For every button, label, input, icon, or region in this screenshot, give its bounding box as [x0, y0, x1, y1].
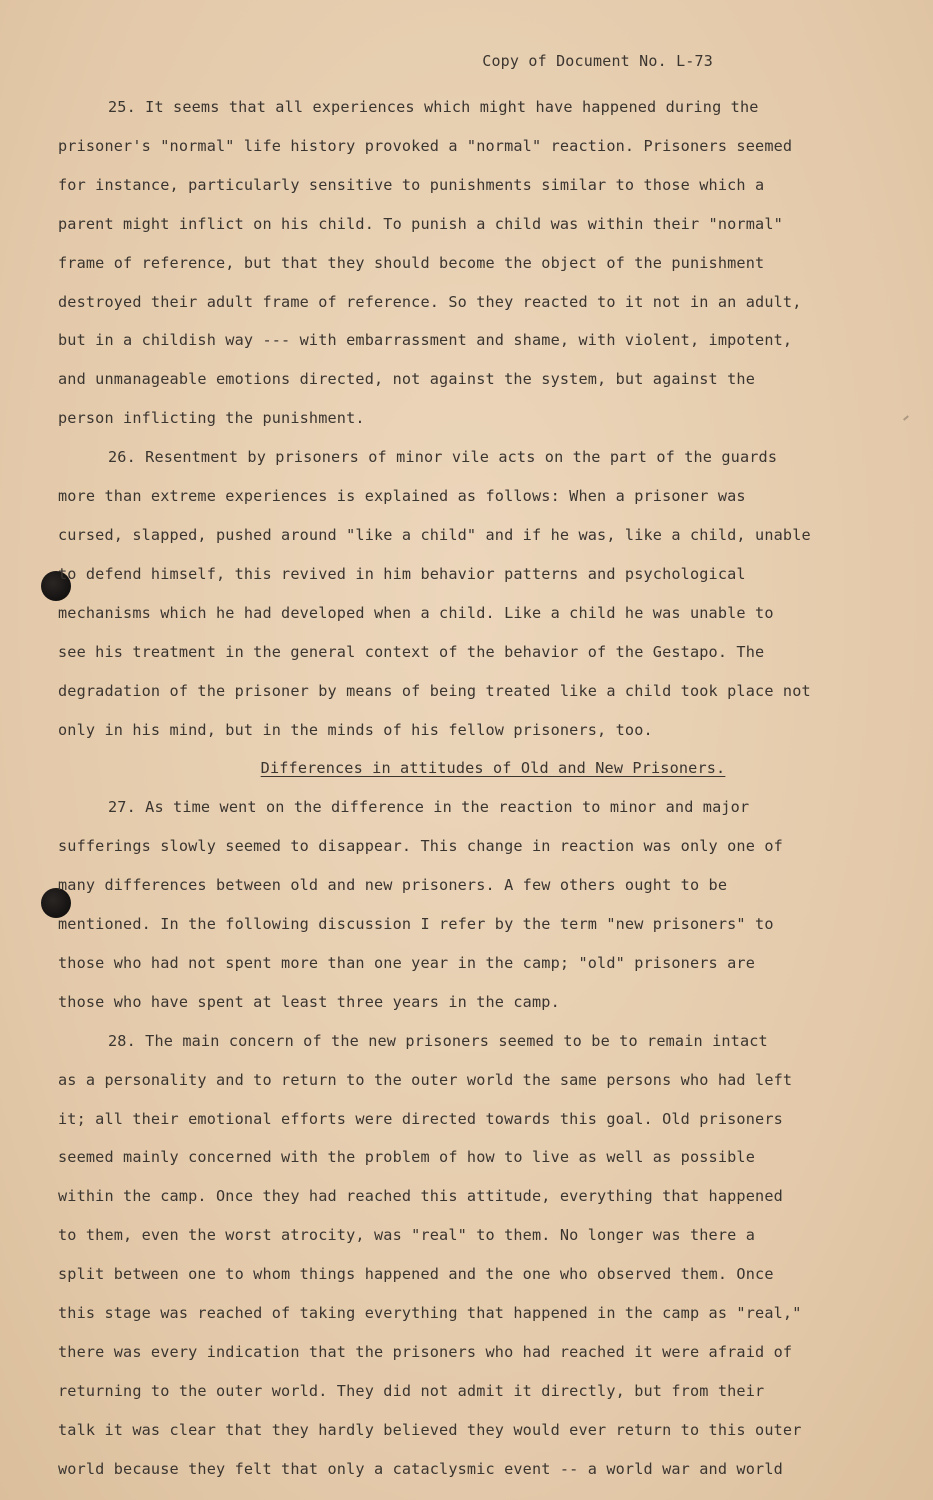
text-line: world because they felt that only a cataclysmic event -- a world war and world: [58, 1459, 783, 1478]
text-line: returning to the outer world. They did not admit it directly, but from their: [58, 1381, 765, 1400]
text-line: and unmanageable emotions directed, not against the system, but against the: [58, 370, 756, 389]
text-line: those who have spent at least three years in the camp.: [58, 992, 560, 1011]
text-line: person inflicting the punishment.: [58, 409, 365, 428]
text-line: for instance, particularly sensitive to punishments similar to those which a: [58, 175, 765, 194]
text-line: within the camp. Once they had reached this attitude, everything that happened: [58, 1187, 783, 1206]
document-body: [58, 88, 858, 1489]
text-line: mechanisms which he had developed when a child. Like a child he was unable to: [58, 603, 774, 622]
text-line: sufferings slowly seemed to disappear. This change in reaction was only one of: [58, 837, 783, 856]
text-line: degradation of the prisoner by means of being treated like a child took place not: [58, 681, 811, 700]
text-line: those who had not spent more than one year in the camp; "old" prisoners are: [58, 953, 756, 972]
text-line: many differences between old and new prisoners. A few others ought to be: [58, 876, 728, 895]
section-heading: [58, 749, 858, 788]
text-line: as a personality and to return to the outer world the same persons who had left: [58, 1070, 793, 1089]
text-line: 26. Resentment by prisoners of minor vile acts on the part of the guards: [108, 448, 778, 467]
text-line: more than extreme experiences is explained as follows: When a prisoner was: [58, 487, 746, 506]
text-line: 27. As time went on the difference in the reaction to minor and major: [108, 798, 750, 817]
text-line: cursed, slapped, pushed around "like a child" and if he was, like a child, unable: [58, 525, 811, 544]
text-line: talk it was clear that they hardly believed they would ever return to this outer: [58, 1420, 802, 1439]
text-line: but in a childish way --- with embarrassment and shame, with violent, impotent,: [58, 331, 793, 350]
text-line: parent might inflict on his child. To punish a child was within their "normal": [58, 214, 783, 233]
text-line: it; all their emotional efforts were directed towards this goal. Old prisoners: [58, 1109, 783, 1128]
text-line: seemed mainly concerned with the problem of how to live as well as possible: [58, 1148, 756, 1167]
section-heading-text: Differences in attitudes of Old and New Prisoners.: [260, 759, 726, 778]
text-line: split between one to whom things happened and the one who observed them. Once: [58, 1265, 774, 1284]
text-line: there was every indication that the prisoners who had reached it were afraid of: [58, 1343, 793, 1361]
text-line: destroyed their adult frame of reference. So they reacted to it not in an adult,: [58, 292, 802, 311]
text-line: see his treatment in the general context of the behavior of the Gestapo. The: [58, 642, 765, 661]
text-line: to them, even the worst atrocity, was "real" to them. No longer was there a: [58, 1226, 756, 1245]
text-line: 28. The main concern of the new prisoners seemed to be to remain intact: [108, 1031, 768, 1050]
text-line: prisoner's "normal" life history provoked a "normal" reaction. Prisoners seemed: [58, 136, 793, 155]
text-line: frame of reference, but that they should become the object of the punishment: [58, 253, 765, 272]
text-line: to defend himself, this revived in him behavior patterns and psychological: [58, 564, 746, 583]
text-line: 25. It seems that all experiences which might have happened during the: [108, 98, 759, 116]
text-line: mentioned. In the following discussion I refer by the term "new prisoners" to: [58, 915, 774, 934]
text-line: only in his mind, but in the minds of his fellow prisoners, too.: [58, 720, 653, 739]
document-header: Copy of Document No. L-73: [482, 52, 713, 70]
margin-mark: [903, 415, 909, 420]
text-line: this stage was reached of taking everything that happened in the camp as "real,": [58, 1304, 802, 1323]
